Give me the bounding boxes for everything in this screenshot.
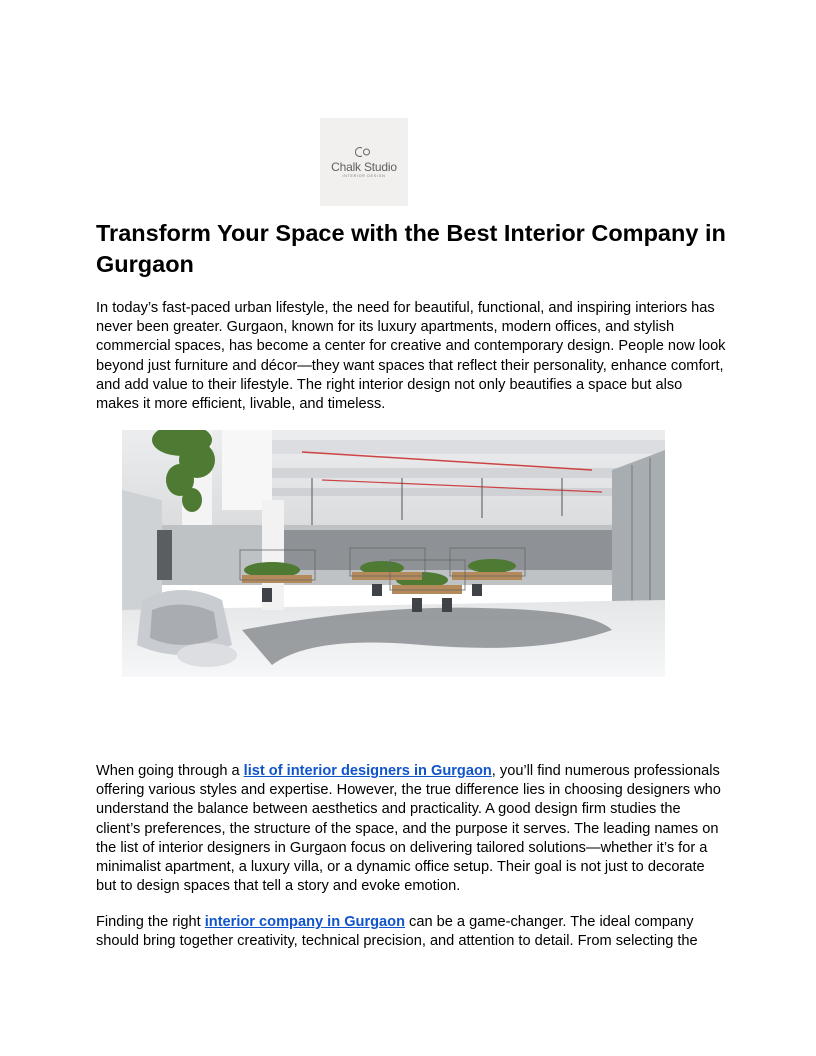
para3-text-after: can be a game-changer. The ideal company should bring together creativity, technical precision, and attention to detail. From selecting the	[96, 914, 698, 950]
logo-name: Chalk Studio	[331, 160, 397, 174]
designers-paragraph	[96, 762, 726, 896]
company-logo	[320, 118, 408, 206]
para3-text-before: Finding the right	[96, 914, 205, 930]
interior-company-link[interactable]: interior company in Gurgaon	[204, 914, 405, 930]
article-title: Transform Your Space with the Best Interior Company in Gurgaon	[96, 220, 726, 277]
list-of-interior-designers-link[interactable]: list of interior designers in Gurgaon	[243, 763, 492, 779]
para2-text-after: , you’ll find numerous professionals offering various styles and expertise. However, the true difference lies in choosing designers who understand the balance between aesthetics and practicality. A good design firm studies the client’s preferences, the structure of the space, and the purpose it serves. The leading names on the list of interior designers in Gurgaon focus on delivering tailored solutions—whether it’s for a minimalist apartment, a luxury villa, or a dynamic office setup. Their goal is not just to decorate but to design spaces that tell a story and evoke emotion.	[96, 763, 721, 895]
company-paragraph	[96, 913, 726, 951]
office-interior-photo	[122, 430, 665, 677]
intro-paragraph: In today’s fast-paced urban lifestyle, the need for beautiful, functional, and inspiring interiors has never been greater. Gurgaon, known for its luxury apartments, modern offices, and stylish commercial spaces, has become a center for creative and contemporary design. People now look beyond just furniture and décor—they want spaces that reflect their personality, enhance comfort, and add value to their lifestyle. The right interior design not only beautifies a space but also makes it more efficient, livable, and timeless.	[96, 300, 726, 413]
para2-text-before: When going through a	[96, 763, 244, 779]
chalk-studio-logo-icon	[354, 145, 374, 159]
logo-tagline: INTERIOR DESIGN	[342, 174, 386, 178]
